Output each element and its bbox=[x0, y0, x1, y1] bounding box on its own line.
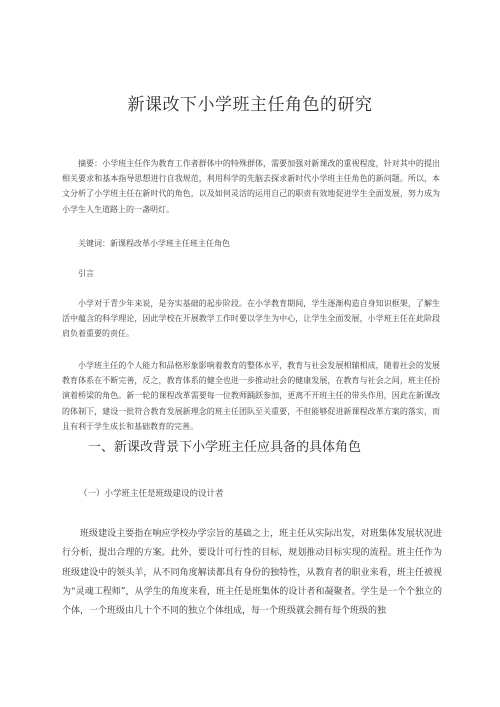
subsection-heading: （一）小学班主任是班级建设的设计者 bbox=[79, 489, 224, 499]
intro-paragraph-1: 小学对于青少年来说，是夯实基础的起步阶段。在小学教育期间，学生逐渐构造自身知识框架，了解生活中蕴含的科学理论，因此学校在开展教学工作时要以学生为中心，让学生全面发展，小学班主任在此阶段肩负着重要的责任。 bbox=[62, 299, 440, 339]
keywords-line: 关键词：新课程改革小学班主任班主任角色 bbox=[78, 239, 230, 248]
subsection-body: 班级建设主要指在响应学校办学宗旨的基础之上，班主任从实际出发，对班集体发展状况进行分析，提出合理的方案。此外，要设计可行性的目标，规划推动目标实现的流程。班主任作为班级建设中的领头羊，从不同角度解读都具有身份的独特性，从教育者的职业来看，班主任被视为“灵魂工程师”，从学生的角度来看，班主任是班集体的设计者和凝聚者。学生是一个个独立的个体，一个班级由几十个不同的独立个体组成，每一个班级就会拥有每个班级的独 bbox=[62, 529, 442, 617]
abstract-paragraph: 摘要：小学班主任作为教育工作者群体中的特殊群体，需要加强对新课改的重视程度，针对其中的提出相关要求和基本指导思想进行自我规范，利用科学的先脑去探求新时代小学班主任角色的新问题。所以，本文分析了小学班主任在新时代的角色，以及如何灵活的运用自己的职责有效地促进学生全面发展，努力成为小学生人生道路上的一盏明灯。 bbox=[62, 159, 440, 214]
intro-paragraph-2: 小学班主任的个人能力和品格形象影响着教育的整体水平，教育与社会发展相辅相成，随着社会的发展教育体系在不断完善，反之，教育体系的健全也进一步推动社会的健康发展，在教育与社会之间，班主任扮演着桥梁的角色。新一轮的课程改革需要每一位教师踊跃参加，更离不开班主任的带头作用，因此在新课改的体制下，建设一批符合教育发展新理念的班主任团队至关重要，不但能够促进新课程改革方案的落实，而且有利于学生成长和基础教育的完善。 bbox=[62, 361, 440, 431]
intro-label: 引言 bbox=[78, 269, 94, 278]
section-heading: 一、新课改背景下小学班主任应具备的具体角色 bbox=[88, 440, 362, 455]
paper-title: 新课改下小学班主任角色的研究 bbox=[127, 95, 373, 115]
